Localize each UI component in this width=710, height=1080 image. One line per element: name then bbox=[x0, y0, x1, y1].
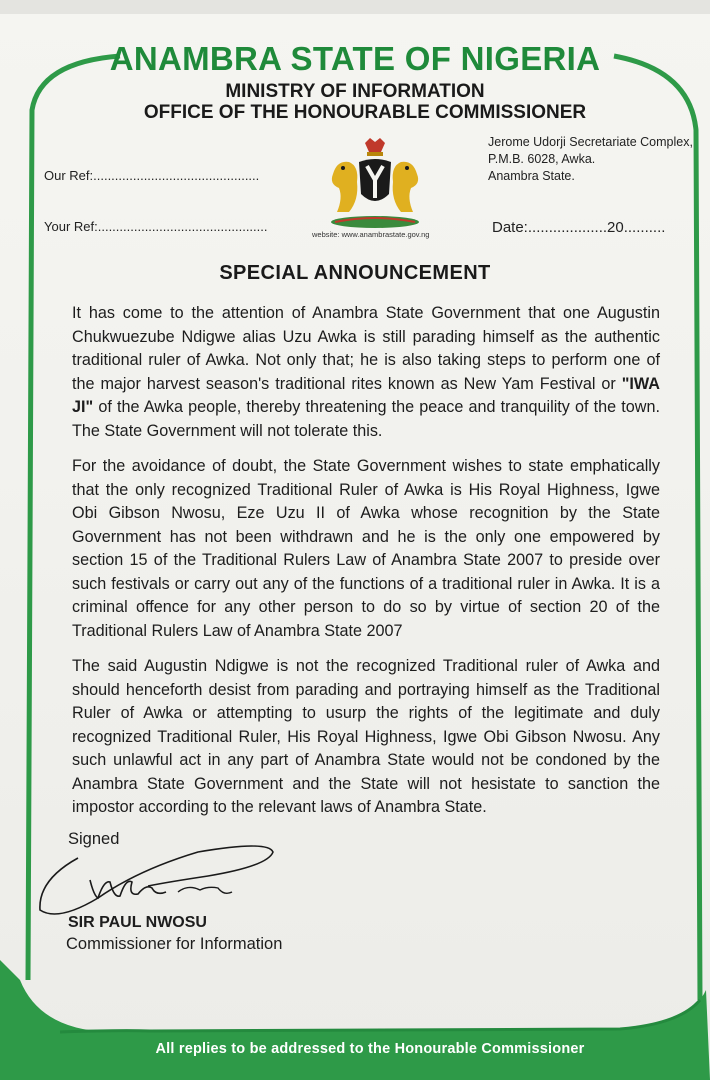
website-url: website: www.anambrastate.gov.ng bbox=[312, 230, 430, 239]
announcement-heading: SPECIAL ANNOUNCEMENT bbox=[219, 262, 491, 284]
our-ref bbox=[44, 168, 259, 183]
date-label: Date: bbox=[492, 219, 528, 236]
paragraph-text: of the Awka people, thereby threatening the peace and tranquility of the town. The State Government will not tolerate this. bbox=[72, 398, 660, 440]
paragraph: For the avoidance of doubt, the State Government wishes to state emphatically that the only recognized Traditional Ruler of Awka is His Royal Highness, Igwe Obi Gibson Nwosu, Eze Uzu II of Awka whose recognition by the State Government has not been withdrawn and he is the only one empowered by section 15 of the Traditional Rulers Law of Anambra State 2007 to preside over such festivals or carry out any of the functions of a traditional ruler in Awka. It is a criminal offence for any other person to do so by virtue of section 20 of the Traditional Rulers Law of Anambra State 2007 bbox=[72, 457, 660, 640]
your-ref bbox=[44, 219, 268, 234]
our-ref-dots: .............................................. bbox=[93, 168, 260, 183]
footer-note: All replies to be addressed to the Honourable Commissioner bbox=[155, 1041, 585, 1057]
signatory-title: Commissioner for Information bbox=[66, 935, 283, 953]
office-title: OFFICE OF THE HONOURABLE COMMISSIONER bbox=[143, 102, 587, 123]
date-dots: ...................20.......... bbox=[527, 219, 666, 236]
state-title: ANAMBRA STATE OF NIGERIA bbox=[109, 40, 601, 77]
your-ref-dots: ............................................... bbox=[97, 219, 268, 234]
paragraph-emphasis: "IWA JI" bbox=[72, 374, 660, 416]
address-line: P.M.B. 6028, Awka. bbox=[488, 152, 596, 166]
address-line: Jerome Udorji Secretariate Complex, bbox=[488, 135, 693, 149]
paragraph bbox=[72, 302, 660, 443]
address-line: Anambra State. bbox=[488, 169, 575, 183]
signatory-name: SIR PAUL NWOSU bbox=[68, 914, 207, 931]
paragraph-text: It has come to the attention of Anambra State Government that one Augustin Chukwuezube Ndigwe alias Uzu Awka is still parading himself as the authentic traditional ruler of Awka. Not only that; he is also taking steps to perform one of the major harvest season's traditional rites known as New Yam Festival or bbox=[72, 304, 660, 393]
date-line bbox=[492, 219, 665, 236]
our-ref-label: Our Ref: bbox=[44, 168, 94, 183]
signed-label: Signed bbox=[68, 830, 120, 848]
your-ref-label: Your Ref: bbox=[44, 219, 98, 234]
address-block bbox=[488, 134, 693, 185]
announcement-body bbox=[72, 302, 660, 832]
ministry-title: MINISTRY OF INFORMATION bbox=[225, 81, 485, 102]
paragraph: The said Augustin Ndigwe is not the recognized Traditional ruler of Awka and should henceforth desist from parading and portraying himself as the Traditional Ruler of Awka or attempting to usurp the rights of the legitimate and duly recognized Traditional Ruler, His Royal Highness, Igwe Obi Gibson Nwosu. Any such unlawful act in any part of Anambra State would not be condoned by the Anambra State Government and the State will not hesistate to sanction the impostor according to the relevant laws of Anambra State. bbox=[72, 657, 660, 816]
coat-of-arms-icon bbox=[315, 138, 435, 230]
